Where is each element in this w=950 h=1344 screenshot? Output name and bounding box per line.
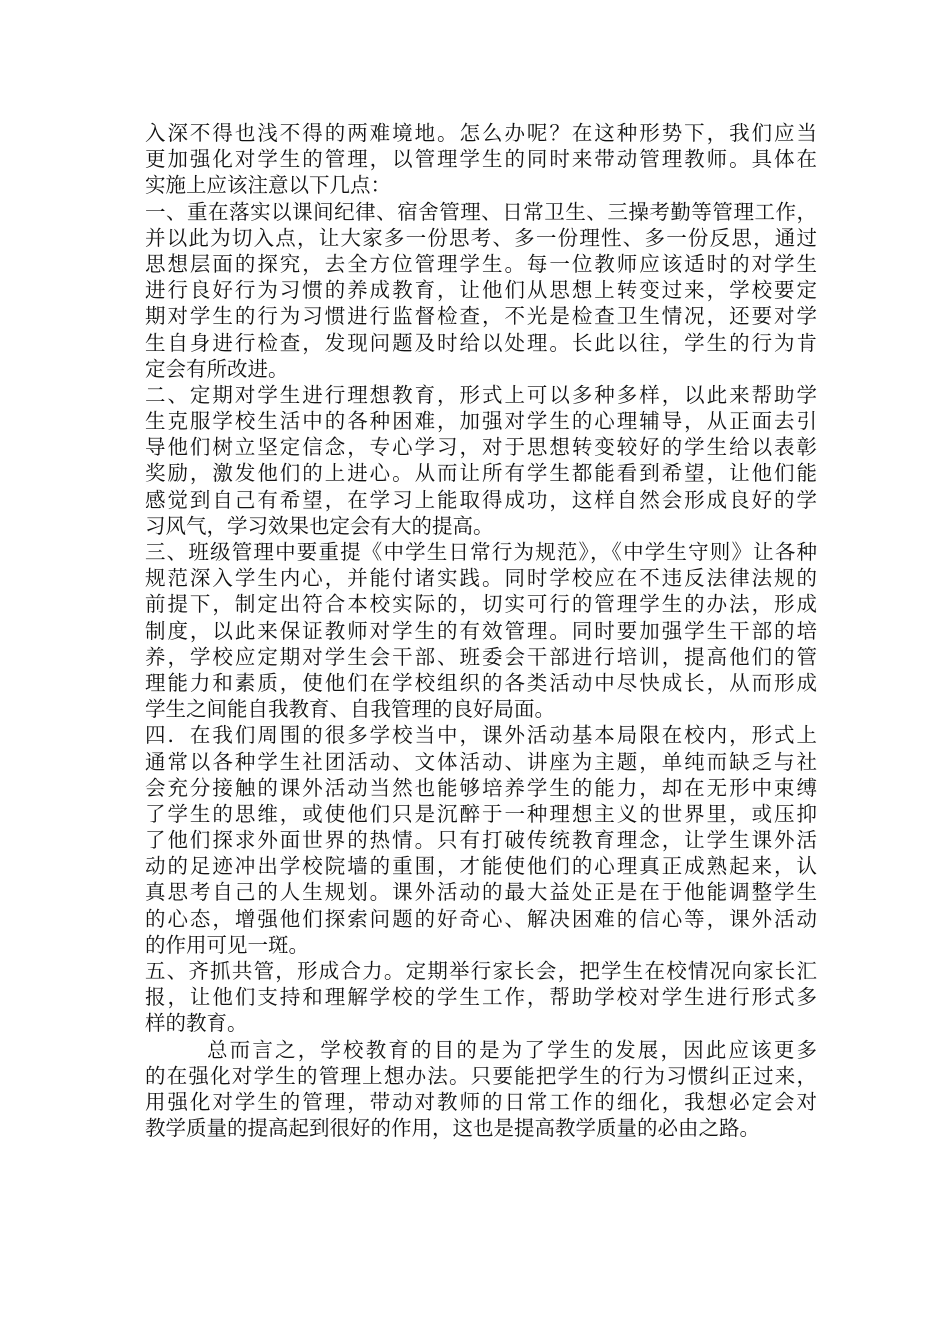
text-line: 期对学生的行为习惯进行监督检查，不光是检查卫生情况，还要对学 — [145, 304, 817, 329]
text-line: 理能力和素质，使他们在学校组织的各类活动中尽快成长，从而形成 — [145, 670, 817, 695]
text-line: 四．在我们周围的很多学校当中，课外活动基本局限在校内，形式上 — [145, 723, 817, 748]
text-line: 用强化对学生的管理，带动对教师的日常工作的细化，我想必定会对 — [145, 1089, 817, 1114]
text-line: 真思考自己的人生规划。课外活动的最大益处正是在于他能调整学生 — [145, 880, 817, 905]
text-line: 入深不得也浅不得的两难境地。怎么办呢？在这种形势下，我们应当 — [145, 121, 817, 145]
text-line: 更加强化对学生的管理，以管理学生的同时来带动管理教师。具体在 — [145, 147, 817, 172]
text-line: 了他们探求外面世界的热情。只有打破传统教育理念，让学生课外活 — [145, 828, 817, 853]
text-line: 一、重在落实以课间纪律、宿舍管理、日常卫生、三操考勤等管理工作， — [145, 199, 817, 224]
text-line: 的心态，增强他们探索问题的好奇心、解决困难的信心等，课外活动 — [145, 906, 817, 931]
text-line: 导他们树立坚定信念，专心学习，对于思想转变较好的学生给以表彰 — [145, 435, 817, 460]
text-line: 三、班级管理中要重提《中学生日常行为规范》，《中学生守则》让各种 — [145, 540, 817, 564]
text-line: 动的足迹冲出学校院墙的重围，才能使他们的心理真正成熟起来，认 — [145, 854, 817, 879]
text-line: 二、定期对学生进行理想教育，形式上可以多种多样，以此来帮助学 — [145, 382, 817, 407]
text-line: 了学生的思维，或使他们只是沉醉于一种理想主义的世界里，或压抑 — [145, 801, 817, 826]
text-line: 报，让他们支持和理解学校的学生工作，帮助学校对学生进行形式多 — [145, 985, 817, 1010]
text-line: 并以此为切入点，让大家多一份思考、多一份理性、多一份反思，通过 — [145, 225, 817, 250]
text-line: 五、齐抓共管，形成合力。定期举行家长会，把学生在校情况向家长汇 — [145, 959, 817, 983]
text-line: 奖励，激发他们的上进心。从而让所有学生都能看到希望，让他们能 — [145, 461, 817, 486]
text-line: 生克服学校生活中的各种困难，加强对学生的心理辅导，从正面去引 — [145, 409, 817, 434]
text-line: 进行良好行为习惯的养成教育，让他们从思想上转变过来，学校要定 — [145, 278, 817, 303]
text-line: 养，学校应定期对学生会干部、班委会干部进行培训，提高他们的管 — [145, 644, 817, 669]
text-line: 感觉到自己有希望，在学习上能取得成功，这样自然会形成良好的学 — [145, 487, 817, 512]
text-line: 实施上应该注意以下几点： — [145, 173, 391, 198]
text-line: 教学质量的提高起到很好的作用，这也是提高教学质量的必由之路。 — [145, 1116, 760, 1141]
text-line: 习风气，学习效果也定会有大的提高。 — [145, 513, 494, 538]
text-line: 的在强化对学生的管理上想办法。只要能把学生的行为习惯纠正过来， — [145, 1063, 817, 1088]
text-line: 的作用可见一斑。 — [145, 932, 309, 957]
text-line: 会充分接触的课外活动当然也能够培养学生的能力，却在无形中束缚 — [145, 775, 817, 800]
text-line: 生自身进行检查，发现问题及时给以处理。长此以往，学生的行为肯 — [145, 330, 817, 355]
text-line: 总而言之，学校教育的目的是为了学生的发展，因此应该更多 — [207, 1037, 817, 1062]
text-line: 制度，以此来保证教师对学生的有效管理。同时要加强学生干部的培 — [145, 618, 817, 643]
text-line: 思想层面的探究，去全方位管理学生。每一位教师应该适时的对学生 — [145, 251, 817, 276]
text-line: 前提下，制定出符合本校实际的，切实可行的管理学生的办法，形成 — [145, 592, 817, 617]
text-line: 学生之间能自我教育、自我管理的良好局面。 — [145, 697, 555, 722]
text-line: 规范深入学生内心，并能付诸实践。同时学校应在不违反法律法规的 — [145, 566, 817, 591]
text-line: 定会有所改进。 — [145, 356, 289, 381]
body-text — [145, 120, 817, 1141]
text-line: 样的教育。 — [145, 1011, 248, 1036]
text-line: 通常以各种学生社团活动、文体活动、讲座为主题，单纯而缺乏与社 — [145, 749, 817, 774]
